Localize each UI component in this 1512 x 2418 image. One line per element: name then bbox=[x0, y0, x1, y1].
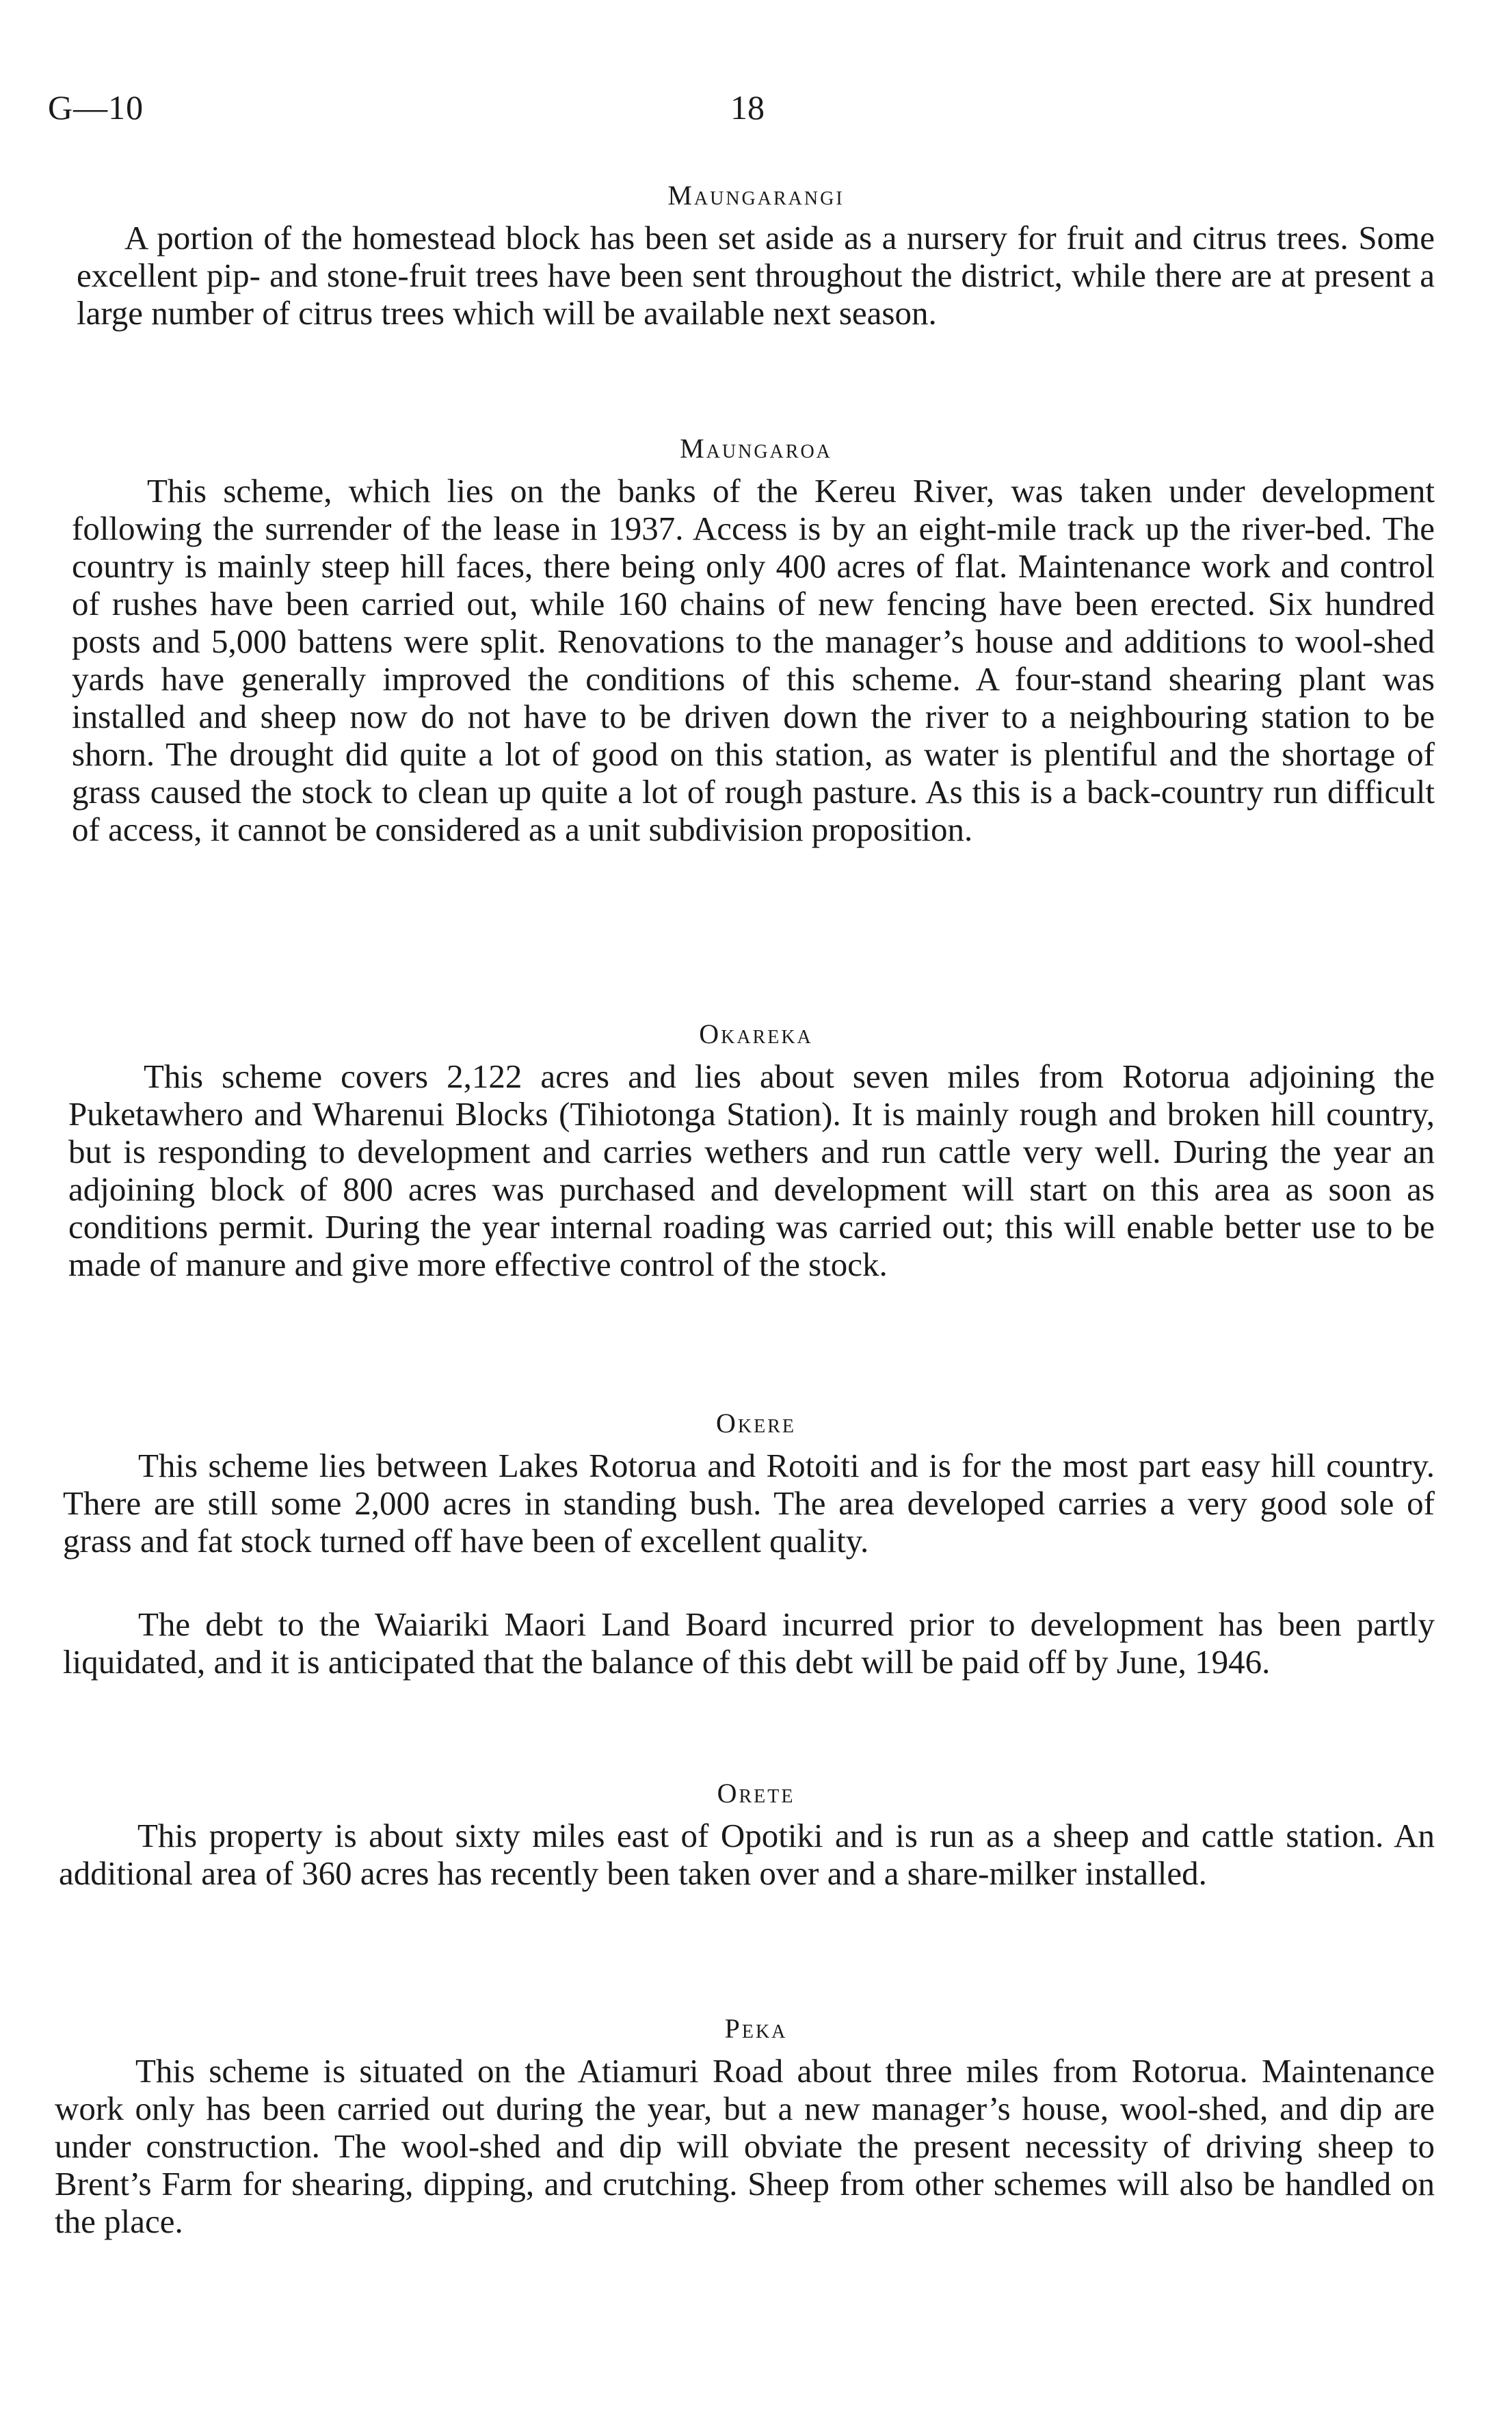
page-number: 18 bbox=[730, 88, 765, 127]
paragraph-maungarangi: A portion of the homestead block has been set aside as a nursery for fruit and citrus trees. Some excellent pip- and stone-fruit trees have been sent throughout the district, while there are at present a large number of citrus trees which will be available next season. bbox=[77, 219, 1435, 332]
document-reference: G—10 bbox=[48, 88, 144, 127]
paragraph-okere-1: This scheme lies between Lakes Rotorua and Rotoiti and is for the most part easy hill country. There are still some 2,000 acres in standing bush. The area developed carries a very good sole of grass and fat stock turned off have been of excellent quality. bbox=[63, 1447, 1435, 1560]
section-heading-okareka: Okareka bbox=[699, 1019, 813, 1049]
paragraph-peka: This scheme is situated on the Atiamuri Road about three miles from Rotorua. Maintenance work only has been carried out during the year, but a new manager’s house, wool-shed, and dip are under construction. The wool-shed and dip will obviate the present necessity of driving sheep to Brent’s Farm for shearing, dipping, and crutching. Sheep from other schemes will also be handled on the place. bbox=[55, 2052, 1435, 2240]
section-heading-maungarangi: Maungarangi bbox=[667, 180, 845, 211]
section-heading-peka: Peka bbox=[724, 2013, 788, 2044]
section-heading-maungaroa: Maungaroa bbox=[680, 433, 832, 464]
paragraph-orete: This property is about sixty miles east of Opotiki and is run as a sheep and cattle station. An additional area of 360 acres has recently been taken over and a share-milker installed. bbox=[59, 1817, 1435, 1892]
paragraph-okareka: This scheme covers 2,122 acres and lies about seven miles from Rotorua adjoining the Puketawhero and Wharenui Blocks (Tihiotonga Station). It is mainly rough and broken hill country, but is responding to development and carries wethers and run cattle very well. During the year an adjoining block of 800 acres was purchased and development will start on this area as soon as conditions permit. During the year internal roading was carried out; this will enable better use to be made of manure and give more effective control of the stock. bbox=[68, 1057, 1435, 1283]
section-heading-orete: Orete bbox=[717, 1778, 795, 1809]
paragraph-okere-2: The debt to the Waiariki Maori Land Board incurred prior to development has been partly liquidated, and it is anticipated that the balance of this debt will be paid off by June, 1946. bbox=[63, 1605, 1435, 1681]
section-heading-okere: Okere bbox=[716, 1408, 796, 1438]
paragraph-maungaroa: This scheme, which lies on the banks of the Kereu River, was taken under development following the surrender of the lease in 1937. Access is by an eight-mile track up the river-bed. The country is mainly steep hill faces, there being only 400 acres of flat. Maintenance work and control of rushes have been carried out, while 160 chains of new fencing have been erected. Six hundred posts and 5,000 battens were split. Renovations to the manager’s house and additions to wool-shed yards have generally improved the conditions of this scheme. A four-stand shearing plant was installed and sheep now do not have to be driven down the river to a neighbouring station to be shorn. The drought did quite a lot of good on this station, as water is plentiful and the shortage of grass caused the stock to clean up quite a lot of rough pasture. As this is a back-country run difficult of access, it cannot be considered as a unit subdivision proposition. bbox=[72, 472, 1435, 848]
